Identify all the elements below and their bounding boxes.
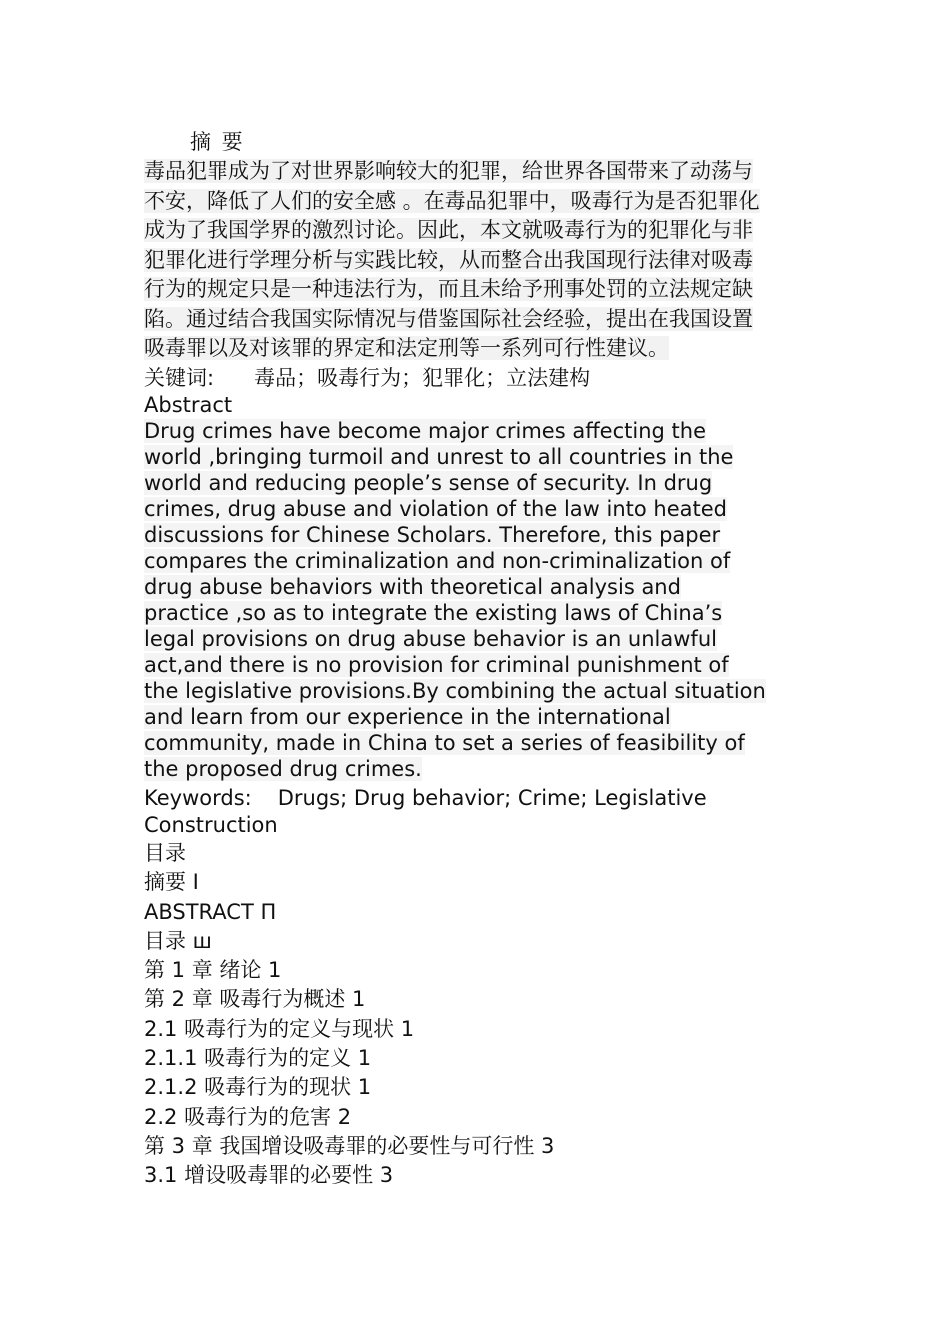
- abstract-en-line: compares the criminalization and non-criminalization of: [144, 549, 731, 573]
- toc-entry[interactable]: ABSTRACT П: [144, 899, 277, 924]
- toc-entry[interactable]: 摘要 I: [144, 870, 199, 895]
- abstract-cn-line: 吸毒罪以及对该罪的界定和法定刑等一系列可行性建议。: [144, 336, 669, 360]
- abstract-cn-line: 不安，降低了人们的安全感 。在毒品犯罪中，吸毒行为是否犯罪化: [144, 188, 760, 213]
- toc-entry[interactable]: 3.1 增设吸毒罪的必要性 3: [144, 1163, 394, 1188]
- abstract-en-line: drug abuse behaviors with theoretical analysis and: [144, 575, 681, 599]
- abstract-en-line: world and reducing people’s sense of security. In drug: [144, 471, 713, 495]
- toc-entry[interactable]: 2.1 吸毒行为的定义与现状 1: [144, 1016, 415, 1041]
- toc-entry[interactable]: 2.2 吸毒行为的危害 2: [144, 1104, 352, 1129]
- abstract-cn-line: 犯罪化进行学理分析与实践比较，从而整合出我国现行法律对吸毒: [144, 247, 753, 272]
- toc-entry[interactable]: 第 2 章 吸毒行为概述 1: [144, 987, 366, 1012]
- abstract-en-line: the proposed drug crimes.: [144, 757, 422, 781]
- toc-entry[interactable]: 2.1.2 吸毒行为的现状 1: [144, 1075, 372, 1100]
- abstract-en-paragraph: [144, 418, 814, 782]
- toc-entry[interactable]: 第 3 章 我国增设吸毒罪的必要性与可行性 3: [144, 1133, 555, 1158]
- abstract-en-line: and learn from our experience in the international: [144, 705, 671, 729]
- toc-entry[interactable]: 第 1 章 绪论 1: [144, 958, 282, 983]
- keywords-en: [144, 785, 814, 839]
- abstract-cn-line: 成为了我国学界的激烈讨论。因此，本文就吸毒行为的犯罪化与非: [144, 218, 753, 242]
- abstract-cn-line: 行为的规定只是一种违法行为，而且未给予刑事处罚的立法规定缺: [144, 277, 753, 301]
- keywords-cn-label: 关键词:: [144, 366, 215, 390]
- keywords-cn-value: 毒品；吸毒行为；犯罪化；立法建构: [254, 366, 591, 390]
- abstract-en-line: world ,bringing turmoil and unrest to all countries in the: [144, 445, 734, 469]
- abstract-cn-line: 毒品犯罪成为了对世界影响较大的犯罪，给世界各国带来了动荡与: [144, 159, 753, 183]
- keywords-cn: [144, 364, 814, 392]
- abstract-en-line: crimes, drug abuse and violation of the law into heated: [144, 497, 727, 521]
- abstract-en-line: Drug crimes have become major crimes affecting the: [144, 419, 706, 443]
- keywords-en-value-continued: Construction: [144, 813, 278, 837]
- abstract-cn-heading: 摘 要: [190, 130, 245, 154]
- keywords-en-value: Drugs; Drug behavior; Crime; Legislative: [277, 786, 707, 810]
- abstract-en-line: act,and there is no provision for criminal punishment of: [144, 653, 729, 677]
- toc-entry[interactable]: 2.1.1 吸毒行为的定义 1: [144, 1046, 372, 1071]
- abstract-cn-paragraph: [144, 157, 814, 364]
- abstract-en-line: practice ,so as to integrate the existing laws of China’s: [144, 601, 723, 625]
- table-of-contents: [144, 839, 814, 1191]
- abstract-en-line: discussions for Chinese Scholars. Therefore, this paper: [144, 523, 721, 547]
- keywords-en-label: Keywords:: [144, 786, 252, 810]
- abstract-en-heading: Abstract: [144, 393, 233, 417]
- abstract-en-line: legal provisions on drug abuse behavior is an unlawful: [144, 627, 717, 651]
- abstract-cn-line: 陷。通过结合我国实际情况与借鉴国际社会经验，提出在我国设置: [144, 306, 753, 331]
- toc-entry[interactable]: 目录 ш: [144, 928, 212, 953]
- abstract-en-line: the legislative provisions.By combining the actual situation: [144, 679, 766, 703]
- abstract-en-line: community, made in China to set a series of feasibility of: [144, 731, 745, 755]
- toc-heading: 目录: [144, 841, 186, 865]
